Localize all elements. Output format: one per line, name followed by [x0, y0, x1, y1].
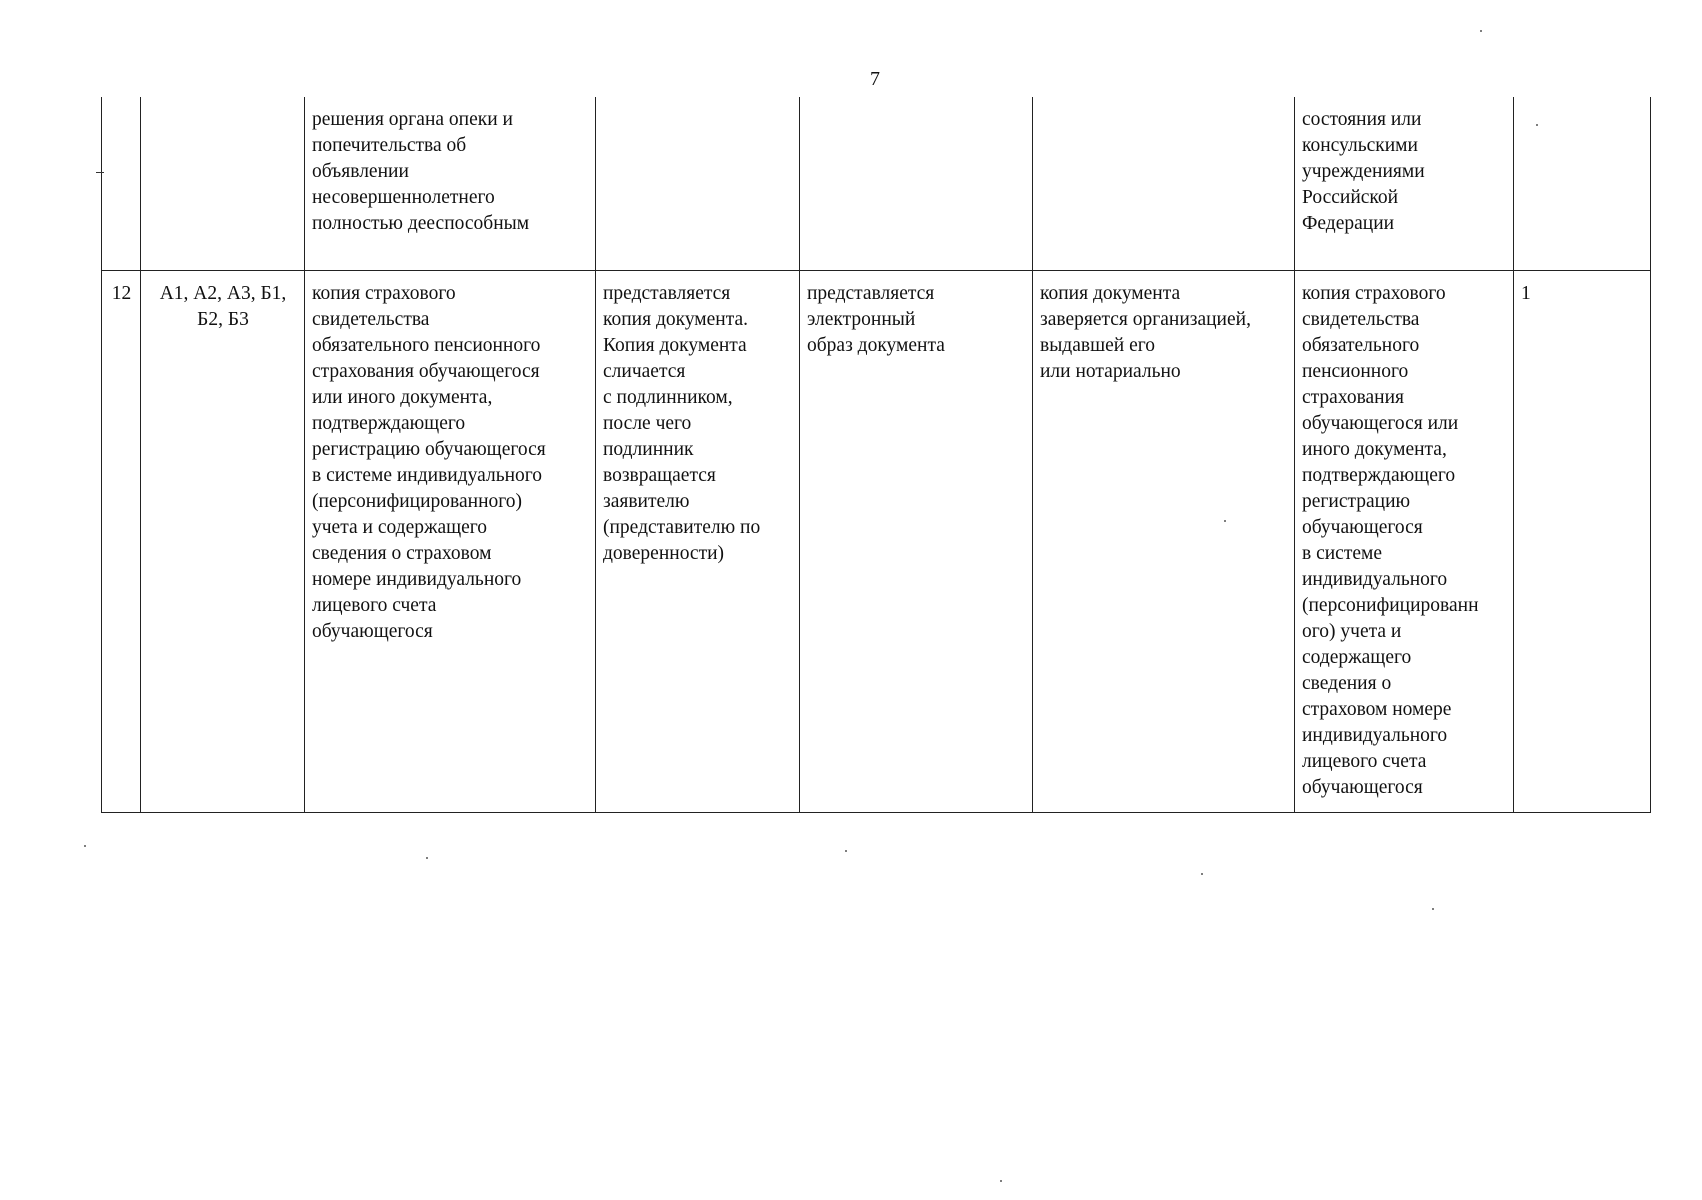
issued-by-cell: копия страхового свидетельства обязательного пенсионного страхования обучающегося или иного документа, подтверждающего регистрацию обучающегося в системе индивидуального (персонифицированн ого) учета и содержащего сведения о страховом номере индивидуального лицевого счета обучающегося — [1295, 271, 1514, 813]
paper-submission-cell: представляется копия документа. Копия документа сличается с подлинником, после чего подлинник возвращается заявителю (представителю по доверенности) — [596, 271, 800, 813]
categories-cell: А1, А2, А3, Б1, Б2, Б3 — [141, 271, 305, 813]
scan-artifact — [426, 857, 428, 859]
row-number-cell: 12 — [102, 271, 141, 813]
scan-artifact — [845, 850, 847, 852]
document-name-cell: решения органа опеки и попечительства об объявлении несовершеннолетнего полностью дееспособным — [305, 97, 596, 271]
scan-artifact — [1536, 124, 1538, 126]
categories-cell — [141, 97, 305, 271]
page-number: 7 — [870, 68, 880, 90]
scan-artifact — [1432, 908, 1434, 910]
documents-table — [101, 97, 1651, 813]
scan-artifact — [1480, 30, 1482, 32]
count-cell — [1514, 97, 1651, 271]
count-cell: 1 — [1514, 271, 1651, 813]
scan-artifact — [1201, 873, 1203, 875]
issued-by-cell: состояния или консульскими учреждениями Российской Федерации — [1295, 97, 1514, 271]
electronic-submission-cell: представляется электронный образ документа — [800, 271, 1033, 813]
document-name-cell: копия страхового свидетельства обязательного пенсионного страхования обучающегося или иного документа, подтверждающего регистрацию обучающегося в системе индивидуального (персонифицированного) учета и содержащего сведения о страховом номере индивидуального лицевого счета обучающегося — [305, 271, 596, 813]
scan-artifact — [84, 845, 86, 847]
scan-artifact — [1000, 1180, 1002, 1182]
certification-cell: копия документа заверяется организацией, выдавшей его или нотариально — [1033, 271, 1295, 813]
row-number-cell — [102, 97, 141, 271]
electronic-submission-cell — [800, 97, 1033, 271]
paper-submission-cell — [596, 97, 800, 271]
table-row — [102, 271, 1651, 813]
certification-cell — [1033, 97, 1295, 271]
scan-artifact — [1224, 520, 1226, 522]
scan-artifact — [96, 172, 104, 173]
table-row — [102, 97, 1651, 271]
